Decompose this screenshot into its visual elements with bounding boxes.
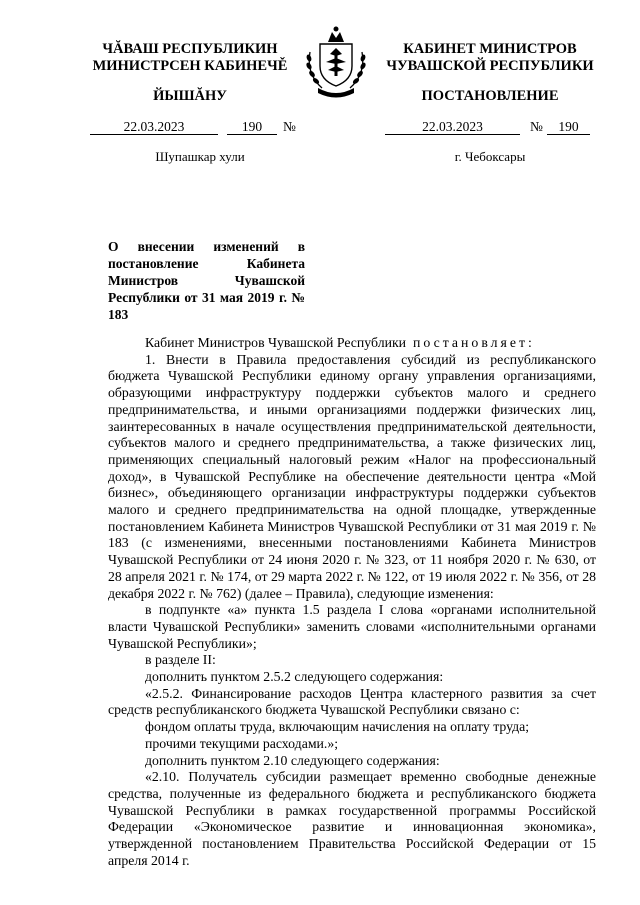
paragraph: прочими текущими расходами.»; (145, 735, 339, 751)
header-left-block (60, 41, 320, 75)
chuvash-coat-of-arms-icon (300, 22, 372, 102)
paragraph: «2.5.2. Финансирование расходов Центра кластерного развития за счет средств республиканского бюджета Чувашской Республики связано с: (108, 685, 596, 718)
header-left-doc-type: ЙЫШĂНУ (153, 88, 227, 104)
paragraph: в подпункте «а» пункта 1.5 раздела I слова «органами исполнительной власти Чувашской Республики» заменить словами «исполнительными органами Чувашской Республики»; (108, 602, 596, 651)
header-right-line1: КАБИНЕТ МИНИСТРОВ (403, 41, 577, 57)
right-number-field: 190 (547, 119, 590, 135)
paragraph: 1. Внести в Правила предоставления субсидий из республиканского бюджета Чувашской Республики единому органу управления организациями, образующими инфраструктуру поддержки субъектов малого и среднего предпринимательства, и иными организациями поддержки физических лиц, заинтересованных в начале осуществления предпринимательской деятельности, субъектов малого и среднего предпринимательства, а также физических лиц, применяющих специальный налоговый режим «Налог на профессиональный доход», в Чувашской Республике на обеспечение деятельности центра «Мой бизнес», объединяющего организации инфраструктуры поддержки субъектов малого и среднего предпринимательства на одной площадке, утвержденные постановлением Кабинета Министров Чувашской Республики от 31 мая 2019 г. № 183 (с изменениями, внесенными постановлениями Кабинета Министров Чувашской Республики от 24 июня 2020 г. № 323, от 11 ноября 2020 г. № 630, от 28 апреля 2021 г. № 174, от 29 марта 2022 г. № 122, от 19 июля 2022 г. № 356, от 28 декабря 2022 г. № 762) (далее – Правила), следующие изменения: (108, 351, 596, 601)
header-left-line2: МИНИСТРСЕН КАБИНЕЧĚ (92, 58, 288, 74)
paragraph: фондом оплаты труда, включающим начисления на оплату труда; (145, 719, 530, 735)
intro-line (108, 335, 596, 352)
left-number-field: 190 (227, 119, 277, 135)
paragraph: дополнить пунктом 2.10 следующего содержания: (145, 752, 440, 768)
intro-verb: постановляет: (412, 335, 535, 350)
right-place: г. Чебоксары (454, 149, 526, 164)
right-number-sign: № (530, 119, 543, 134)
header-right-block (375, 41, 605, 75)
left-number-sign: № (283, 119, 296, 134)
document-body (108, 335, 596, 870)
header-left-line1: ЧĂВАШ РЕСПУБЛИКИН (102, 41, 278, 57)
header-right-line2: ЧУВАШСКОЙ РЕСПУБЛИКИ (386, 58, 594, 74)
header-right-doc-type: ПОСТАНОВЛЕНИЕ (421, 88, 559, 104)
intro-prefix: Кабинет Министров Чувашской Республики (145, 335, 407, 350)
paragraph: дополнить пунктом 2.5.2 следующего содержания: (145, 669, 444, 685)
paragraph: «2.10. Получатель субсидии размещает временно свободные денежные средства, полученные из федерального бюджета и республиканского бюджета Чувашской Республики в рамках государственной программы Российской Федерации «Экономическое развитие и инновационная экономика», утвержденной постановлением Правительства Российской Федерации от 15 апреля 2014 г. (108, 769, 596, 868)
left-date-field: 22.03.2023 (90, 119, 218, 135)
document-title: О внесении изменений в постановление Кабинета Министров Чувашской Республики от 31 мая 2019 г. № 183 (108, 239, 305, 322)
left-place: Шупашкар хули (155, 149, 245, 164)
right-date-field: 22.03.2023 (385, 119, 520, 135)
paragraph: в разделе II: (145, 652, 216, 668)
